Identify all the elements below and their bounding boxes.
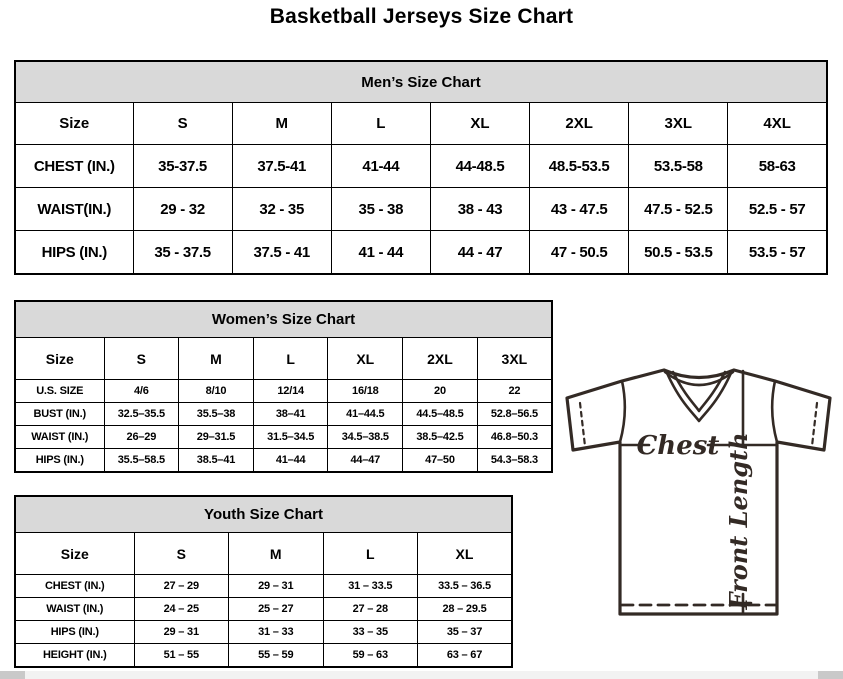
size-cell: 43 - 47.5 [530,188,629,231]
size-cell: 38 - 43 [430,188,529,231]
jersey-left-cuff-stitch [580,403,585,446]
size-cell: 38.5–42.5 [403,426,478,449]
size-cell: 59 – 63 [323,644,418,668]
column-header: XL [328,338,403,380]
table-row [15,426,552,449]
size-cell: 47 - 50.5 [530,231,629,275]
size-cell: 44-48.5 [430,145,529,188]
size-cell: 41–44 [253,449,328,473]
size-cell: 24 – 25 [134,598,229,621]
column-header: Size [15,338,104,380]
table-title-row [15,496,512,533]
size-cell: 41–44.5 [328,403,403,426]
front-length-label: Front Length [724,432,753,610]
column-header: 3XL [629,103,728,145]
row-label: WAIST(IN.) [15,188,133,231]
row-label: HIPS (IN.) [15,231,133,275]
column-header: Size [15,103,133,145]
column-header: M [232,103,331,145]
size-cell: 44.5–48.5 [403,403,478,426]
size-cell: 58-63 [728,145,827,188]
column-header: M [179,338,254,380]
size-cell: 35.5–38 [179,403,254,426]
size-cell: 37.5 - 41 [232,231,331,275]
size-cell: 48.5-53.5 [530,145,629,188]
size-cell: 28 – 29.5 [418,598,513,621]
size-cell: 44 - 47 [430,231,529,275]
jersey-measurement-diagram [556,356,842,628]
jersey-right-armhole-seam [772,381,777,442]
size-cell: 35 - 37.5 [133,231,232,275]
youth-size-chart-table [14,495,513,668]
chest-label: Chest [636,431,720,461]
size-cell: 55 – 59 [229,644,324,668]
table-title-row [15,61,827,103]
row-label: HIPS (IN.) [15,449,104,473]
column-header: 2XL [530,103,629,145]
row-label: CHEST (IN.) [15,145,133,188]
size-cell: 20 [403,380,478,403]
size-cell: 41-44 [331,145,430,188]
size-cell: 27 – 29 [134,575,229,598]
womens-size-chart-table [14,300,553,473]
row-label: CHEST (IN.) [15,575,134,598]
size-cell: 34.5–38.5 [328,426,403,449]
size-cell: 47.5 - 52.5 [629,188,728,231]
size-cell: 31.5–34.5 [253,426,328,449]
table-row [15,188,827,231]
table-header-row [15,533,512,575]
table-row [15,145,827,188]
jersey-left-armhole-seam [620,381,625,442]
size-cell: 50.5 - 53.5 [629,231,728,275]
table-header-row [15,338,552,380]
table-row [15,621,512,644]
size-cell: 38.5–41 [179,449,254,473]
size-cell: 35 – 37 [418,621,513,644]
table-title: Women’s Size Chart [15,301,552,338]
size-cell: 35-37.5 [133,145,232,188]
column-header: S [104,338,179,380]
column-header: 2XL [403,338,478,380]
table-title-row [15,301,552,338]
table-row [15,231,827,275]
size-cell: 31 – 33 [229,621,324,644]
size-cell: 16/18 [328,380,403,403]
size-cell: 4/6 [104,380,179,403]
horizontal-scrollbar[interactable] [0,671,843,679]
size-cell: 27 – 28 [323,598,418,621]
size-cell: 51 – 55 [134,644,229,668]
size-cell: 33 – 35 [323,621,418,644]
table-row [15,403,552,426]
column-header: L [331,103,430,145]
size-cell: 8/10 [179,380,254,403]
size-cell: 54.3–58.3 [477,449,552,473]
row-label: HEIGHT (IN.) [15,644,134,668]
jersey-right-cuff-stitch [812,403,817,446]
size-cell: 47–50 [403,449,478,473]
size-cell: 31 – 33.5 [323,575,418,598]
size-cell: 35.5–58.5 [104,449,179,473]
table-row [15,644,512,668]
column-header: S [134,533,229,575]
size-cell: 33.5 – 36.5 [418,575,513,598]
table-header-row [15,103,827,145]
scrollbar-left-button[interactable] [0,671,25,679]
column-header: M [229,533,324,575]
column-header: S [133,103,232,145]
size-cell: 32 - 35 [232,188,331,231]
row-label: WAIST (IN.) [15,426,104,449]
row-label: BUST (IN.) [15,403,104,426]
size-cell: 29 - 32 [133,188,232,231]
size-cell: 46.8–50.3 [477,426,552,449]
size-cell: 26–29 [104,426,179,449]
size-cell: 29 – 31 [229,575,324,598]
page-title: Basketball Jerseys Size Chart [269,5,574,28]
column-header: 3XL [477,338,552,380]
size-cell: 22 [477,380,552,403]
size-cell: 29–31.5 [179,426,254,449]
table-row [15,449,552,473]
table-row [15,380,552,403]
row-label: WAIST (IN.) [15,598,134,621]
jersey-body-outline [567,370,830,614]
column-header: L [253,338,328,380]
size-cell: 41 - 44 [331,231,430,275]
table-title: Youth Size Chart [15,496,512,533]
row-label: U.S. SIZE [15,380,104,403]
size-cell: 35 - 38 [331,188,430,231]
column-header: 4XL [728,103,827,145]
size-cell: 53.5-58 [629,145,728,188]
size-cell: 44–47 [328,449,403,473]
column-header: XL [430,103,529,145]
size-cell: 53.5 - 57 [728,231,827,275]
size-cell: 25 – 27 [229,598,324,621]
mens-size-chart-table [14,60,828,275]
table-row [15,598,512,621]
size-cell: 52.8–56.5 [477,403,552,426]
column-header: Size [15,533,134,575]
table-row [15,575,512,598]
size-cell: 12/14 [253,380,328,403]
size-cell: 52.5 - 57 [728,188,827,231]
scrollbar-right-button[interactable] [818,671,843,679]
size-cell: 38–41 [253,403,328,426]
size-cell: 63 – 67 [418,644,513,668]
column-header: XL [418,533,513,575]
size-cell: 29 – 31 [134,621,229,644]
column-header: L [323,533,418,575]
row-label: HIPS (IN.) [15,621,134,644]
size-cell: 32.5–35.5 [104,403,179,426]
size-cell: 37.5-41 [232,145,331,188]
table-title: Men’s Size Chart [15,61,827,103]
